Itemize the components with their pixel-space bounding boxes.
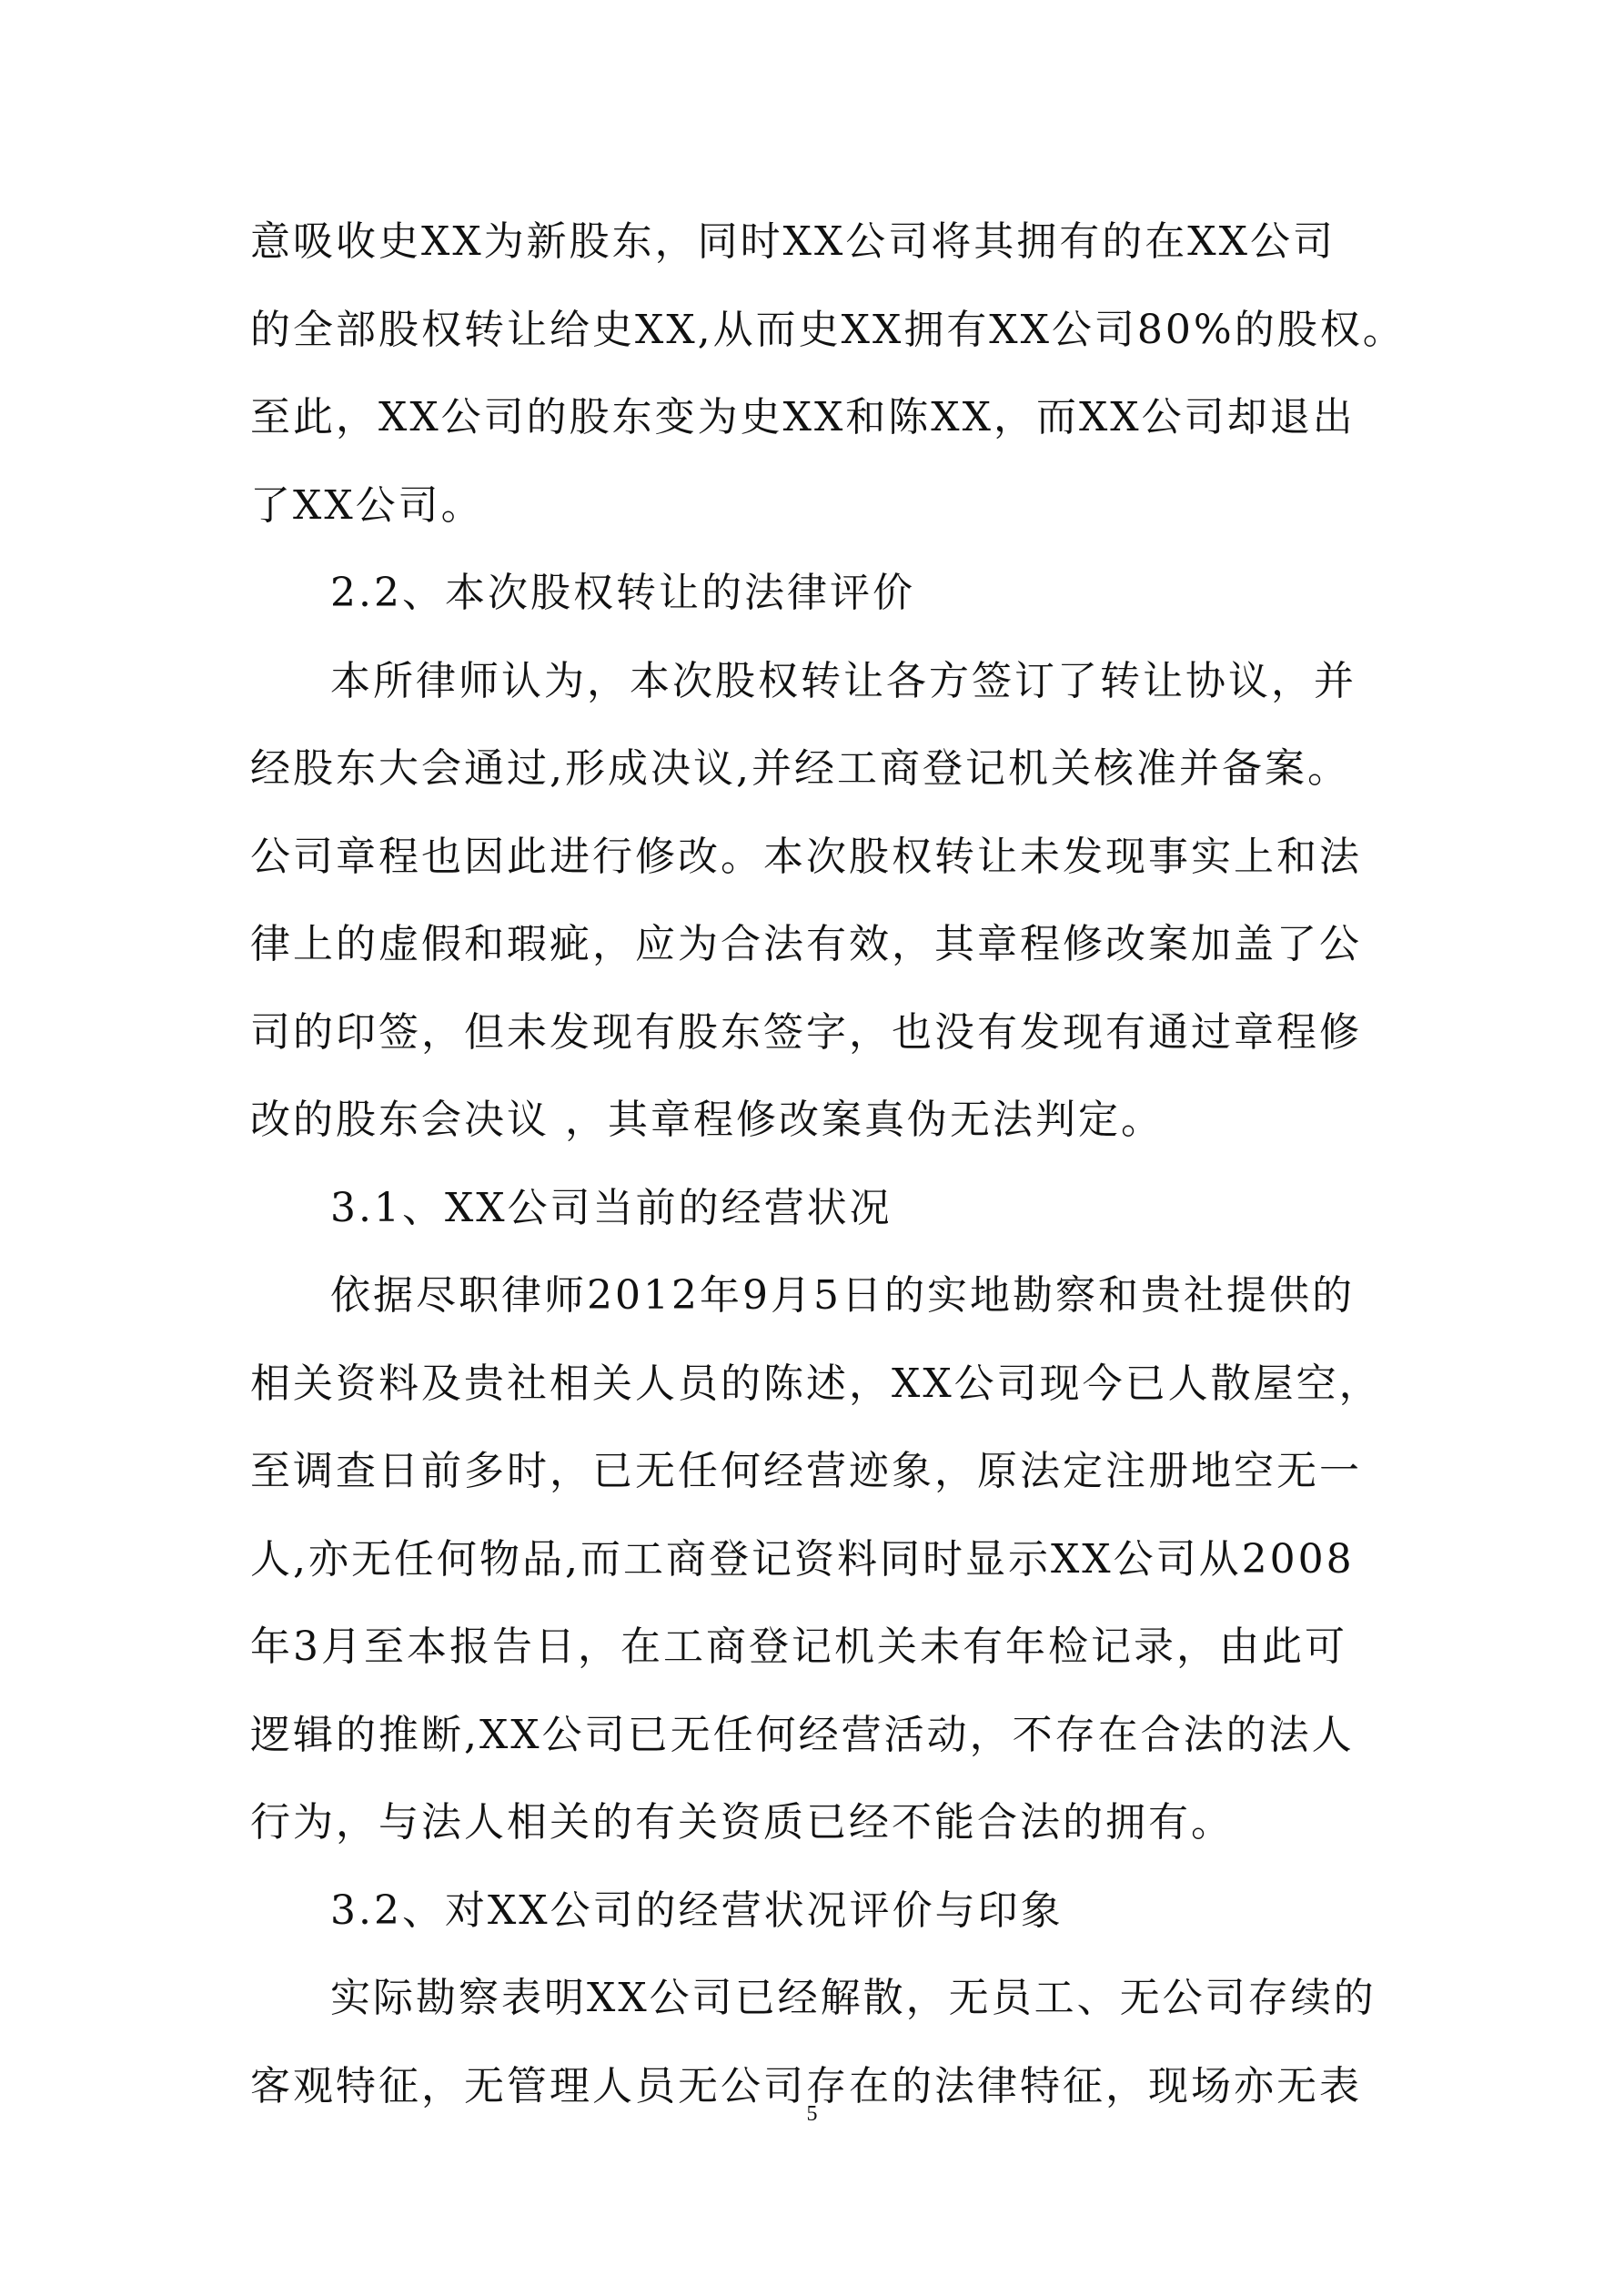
text-line: 年3月至本报告日，在工商登记机关未有年检记录，由此可 [250,1623,1347,1670]
text-line: 实际勘察表明XX公司已经解散，无员工、无公司存续的 [330,1975,1377,2021]
text-line: 本所律师认为，本次股权转让各方签订了转让协议，并 [330,657,1357,704]
text-line: 律上的虚假和瑕疵，应为合法有效，其章程修改案加盖了公 [250,921,1362,967]
section-heading: 3.1、XX公司当前的经营状况 [330,1184,893,1231]
text-line: 公司章程也因此进行修改。本次股权转让未发现事实上和法 [250,833,1362,880]
page-number: 5 [806,2102,818,2126]
text-line: 的全部股权转让给史XX,从而史XX拥有XX公司80%的股权。 [250,306,1406,353]
text-line: 司的印签，但未发现有股东签字，也没有发现有通过章程修 [250,1008,1362,1056]
text-line: 改的股东会决议 ，其章程修改案真伪无法判定。 [250,1097,1164,1143]
section-heading: 3.2、对XX公司的经营状况评价与印象 [330,1886,1064,1934]
text-line: 依据尽职律师2012年9月5日的实地勘察和贵社提供的 [330,1272,1355,1319]
text-line: 人,亦无任何物品,而工商登记资料同时显示XX公司从2008 [250,1535,1355,1583]
text-line: 相关资料及贵社相关人员的陈述，XX公司现今已人散屋空， [250,1360,1382,1407]
body-text [250,198,1406,2130]
text-line: 至此，XX公司的股东变为史XX和陈XX，而XX公司却退出 [250,394,1356,440]
text-line: 客观特征，无管理人员无公司存在的法律特征，现场亦无表 [250,2062,1362,2109]
text-line: 行为，与法人相关的有关资质已经不能合法的拥有。 [250,1799,1234,1846]
text-line: 了XX公司。 [250,481,484,529]
text-line: 经股东大会通过,形成决议,并经工商登记机关核准并备案。 [250,745,1350,792]
text-line: 意吸收史XX为新股东，同时XX公司将其拥有的在XX公司 [250,218,1336,265]
text-line: 至调查日前多时，已无任何经营迹象，原法定注册地空无一 [250,1448,1362,1494]
text-line: 逻辑的推断,XX公司已无任何经营活动，不存在合法的法人 [250,1711,1355,1758]
section-heading: 2.2、本次股权转让的法律评价 [330,570,915,616]
